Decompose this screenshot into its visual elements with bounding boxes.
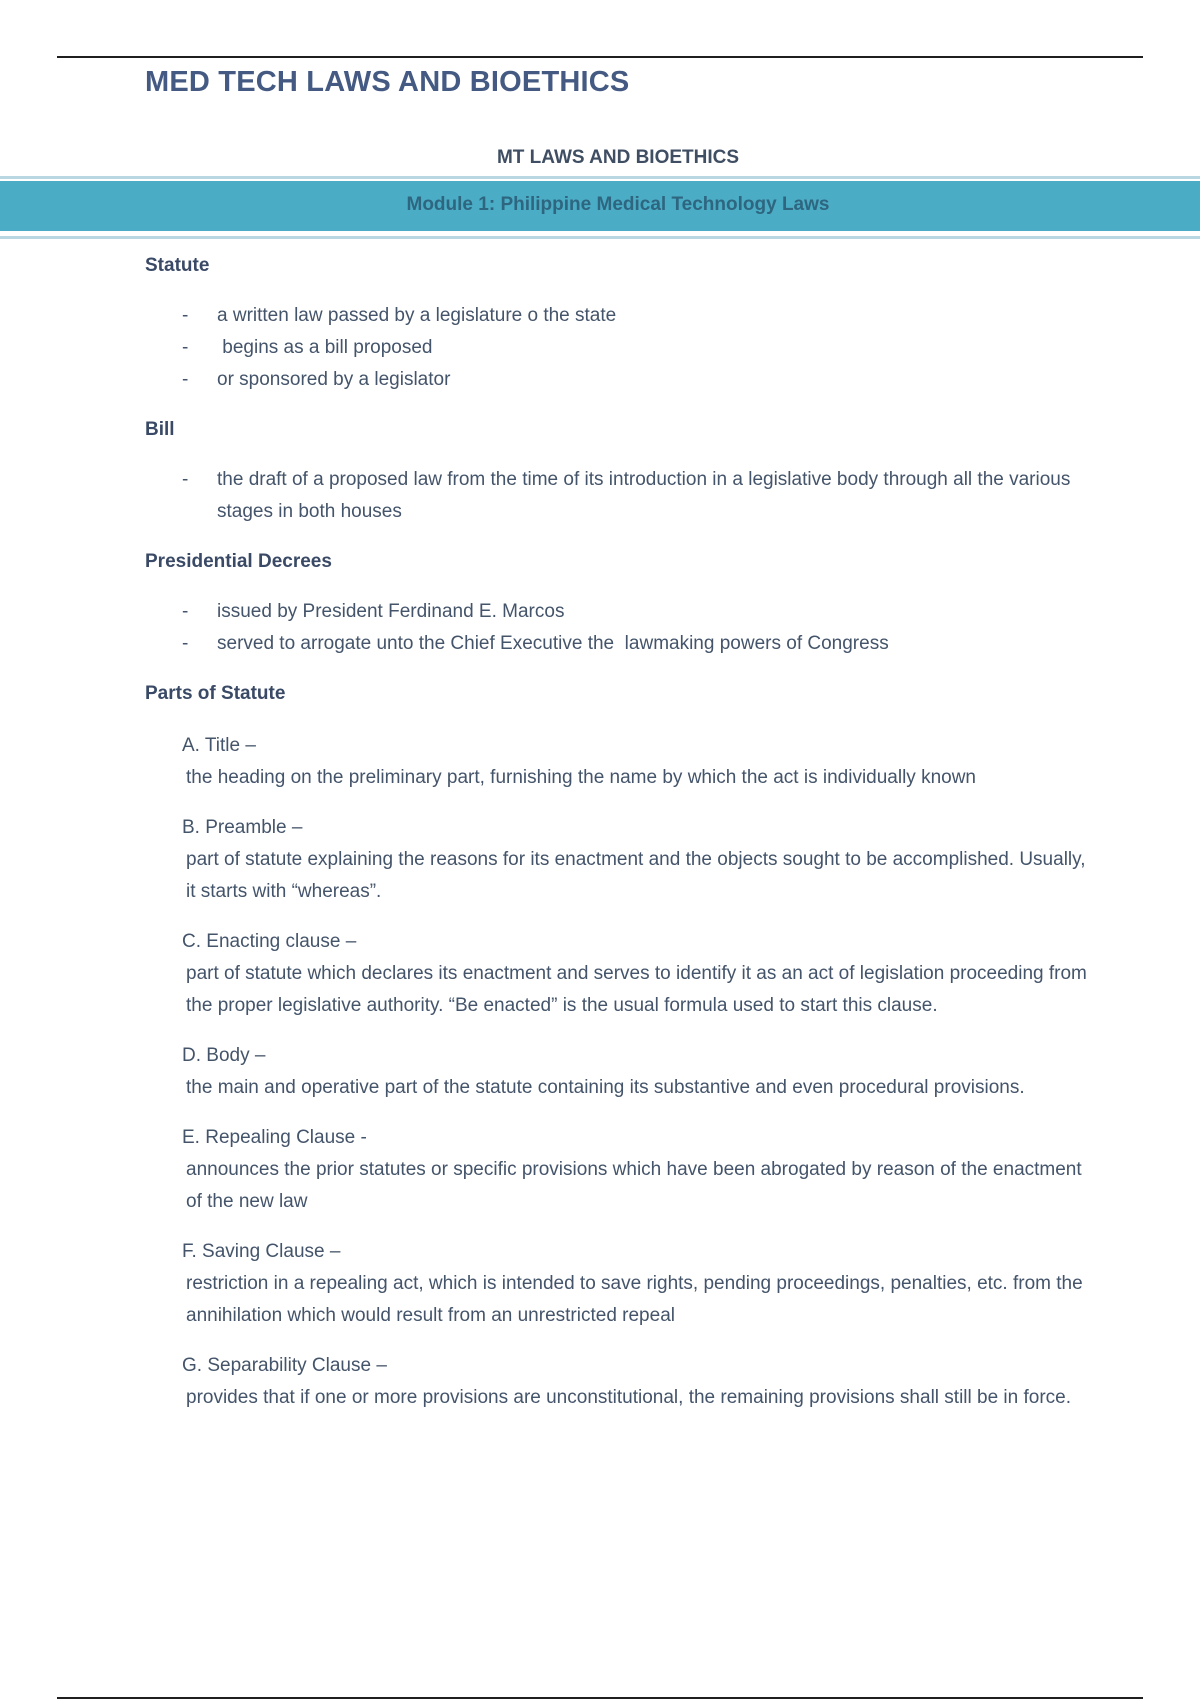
module-title: Module 1: Philippine Medical Technology Laws — [406, 194, 830, 215]
document-title: MED TECH LAWS AND BIOETHICS — [145, 66, 630, 98]
list-item — [145, 364, 1095, 396]
part-title — [182, 730, 1095, 794]
decrees-bullets — [145, 596, 1095, 660]
part-label: E. Repealing Clause - — [182, 1127, 367, 1148]
bullet-text: the draft of a proposed law from the time of its introduction in a legislative body through all the various stages in both houses — [217, 469, 1071, 522]
bullet-dash: - — [182, 633, 189, 654]
list-item — [145, 596, 1095, 628]
heading-bill: Bill — [145, 419, 175, 440]
part-label: B. Preamble – — [182, 817, 303, 838]
part-text: the main and operative part of the statute containing its substantive and even procedural provisions. — [186, 1077, 1025, 1098]
part-text: announces the prior statutes or specific provisions which have been abrogated by reason of the enactment of the new law — [186, 1159, 1082, 1212]
part-preamble — [182, 812, 1095, 908]
bullet-dash: - — [182, 305, 189, 326]
part-label: D. Body – — [182, 1045, 266, 1066]
module-banner — [0, 181, 1200, 231]
part-text: provides that if one or more provisions are unconstitutional, the remaining provisions shall still be in force. — [186, 1387, 1072, 1408]
part-label: C. Enacting clause – — [182, 931, 357, 952]
part-text: part of statute which declares its enactment and serves to identify it as an act of legislation proceeding from the proper legislative authority. “Be enacted” is the usual formula used to start this clause. — [186, 963, 1087, 1016]
bullet-text: begins as a bill proposed — [217, 337, 433, 358]
bill-bullets — [145, 464, 1095, 528]
list-item — [145, 332, 1095, 364]
heading-presidential-decrees: Presidential Decrees — [145, 551, 332, 572]
bullet-text: or sponsored by a legislator — [217, 369, 451, 390]
band-bottom-divider — [0, 236, 1200, 239]
part-label: G. Separability Clause – — [182, 1355, 387, 1376]
part-separability-clause — [182, 1350, 1095, 1414]
bullet-text: issued by President Ferdinand E. Marcos — [217, 601, 565, 622]
part-text: restriction in a repealing act, which is intended to save rights, pending proceedings, penalties, etc. from the annihilation which would result from an unrestricted repeal — [186, 1273, 1083, 1326]
document-body — [145, 250, 1095, 1432]
statute-bullets — [145, 300, 1095, 396]
part-body — [182, 1040, 1095, 1104]
part-text: part of statute explaining the reasons for its enactment and the objects sought to be accomplished. Usually, it starts with “whereas”. — [186, 849, 1086, 902]
bullet-dash: - — [182, 369, 189, 390]
bullet-dash: - — [182, 601, 189, 622]
list-item — [145, 464, 1095, 528]
bullet-text: served to arrogate unto the Chief Executive the lawmaking powers of Congress — [217, 633, 889, 654]
bullet-dash: - — [182, 469, 189, 490]
band-top-divider — [0, 176, 1200, 179]
bullet-dash: - — [182, 337, 189, 358]
heading-statute: Statute — [145, 255, 210, 276]
part-repealing-clause — [182, 1122, 1095, 1218]
section-subtitle: MT LAWS AND BIOETHICS — [496, 147, 740, 168]
list-item — [145, 628, 1095, 660]
list-item — [145, 300, 1095, 332]
part-saving-clause — [182, 1236, 1095, 1332]
part-enacting-clause — [182, 926, 1095, 1022]
part-label: A. Title – — [182, 735, 256, 756]
part-text: the heading on the preliminary part, furnishing the name by which the act is individually known — [186, 767, 977, 788]
bottom-rule — [57, 1697, 1143, 1699]
top-rule — [57, 56, 1143, 58]
bullet-text: a written law passed by a legislature o the state — [217, 305, 617, 326]
heading-parts-of-statute: Parts of Statute — [145, 683, 286, 704]
part-label: F. Saving Clause – — [182, 1241, 341, 1262]
